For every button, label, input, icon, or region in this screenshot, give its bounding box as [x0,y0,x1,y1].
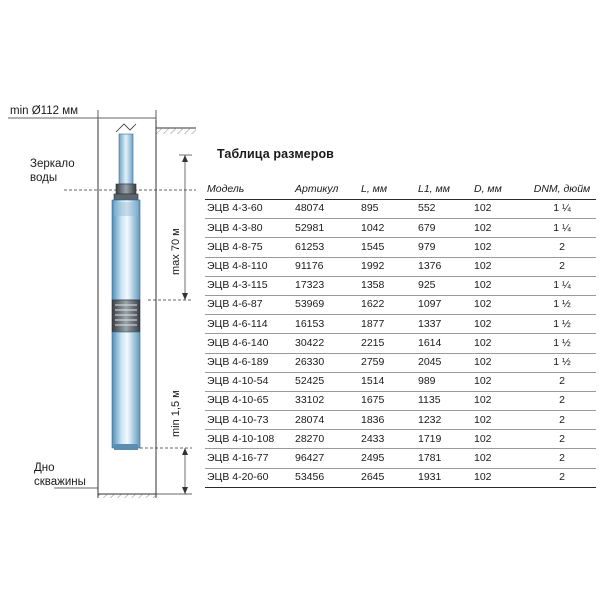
table-row [205,238,596,257]
cell-model: ЭЦВ 4-6-114 [205,315,295,334]
cell-length: 1836 [361,411,418,430]
table-row [205,468,596,487]
cell-length: 2645 [361,468,418,487]
table-row [205,219,596,238]
cell-length1: 1781 [418,449,474,468]
cell-model: ЭЦВ 4-20-60 [205,468,295,487]
cell-dnm: 2 [528,468,596,487]
cell-dnm: 1 ½ [528,315,596,334]
cell-model: ЭЦВ 4-8-110 [205,257,295,276]
cell-diameter: 102 [474,391,528,410]
cell-length: 895 [361,200,418,219]
min-bottom-distance-label: min 1,5 м [170,390,182,437]
cell-length: 1622 [361,295,418,314]
cell-dnm: 2 [528,238,596,257]
header-article: Артикул [295,181,361,200]
header-length: L, мм [361,181,418,200]
cell-diameter: 102 [474,430,528,449]
cell-article: 28074 [295,411,361,430]
cell-length: 1042 [361,219,418,238]
cell-diameter: 102 [474,276,528,295]
table-row [205,411,596,430]
cell-article: 28270 [295,430,361,449]
cell-length1: 679 [418,219,474,238]
dimensions-table [205,181,596,488]
cell-length1: 1097 [418,295,474,314]
cell-article: 26330 [295,353,361,372]
cell-article: 53969 [295,295,361,314]
riser-pipe [119,134,133,184]
cell-length: 1514 [361,372,418,391]
cell-diameter: 102 [474,353,528,372]
table-row [205,276,596,295]
cell-model: ЭЦВ 4-6-87 [205,295,295,314]
well-bottom-label-line1: Дно [34,462,55,474]
cell-length: 2759 [361,353,418,372]
cell-length1: 2045 [418,353,474,372]
cell-dnm: 2 [528,372,596,391]
cell-model: ЭЦВ 4-10-65 [205,391,295,410]
header-dnm: DNM, дюйм [528,181,596,200]
cell-dnm: 2 [528,257,596,276]
table-row [205,391,596,410]
cell-length: 2433 [361,430,418,449]
cell-model: ЭЦВ 4-10-54 [205,372,295,391]
cell-article: 91176 [295,257,361,276]
table-row [205,372,596,391]
cell-dnm: 1 ¼ [528,200,596,219]
table-header-row [205,181,596,200]
cell-length1: 925 [418,276,474,295]
cell-model: ЭЦВ 4-3-60 [205,200,295,219]
table-row [205,315,596,334]
cell-diameter: 102 [474,315,528,334]
cell-length1: 979 [418,238,474,257]
cell-article: 61253 [295,238,361,257]
cell-dnm: 2 [528,430,596,449]
cell-length1: 989 [418,372,474,391]
cell-article: 16153 [295,315,361,334]
cell-article: 52981 [295,219,361,238]
cell-model: ЭЦВ 4-3-80 [205,219,295,238]
cell-length: 2495 [361,449,418,468]
header-model: Модель [205,181,295,200]
cell-model: ЭЦВ 4-16-77 [205,449,295,468]
diameter-label: min Ø112 мм [10,105,79,117]
cell-dnm: 2 [528,411,596,430]
cell-length1: 1135 [418,391,474,410]
cell-dnm: 1 ¼ [528,276,596,295]
cell-length1: 1232 [418,411,474,430]
cell-model: ЭЦВ 4-8-75 [205,238,295,257]
max-depth-label: max 70 м [170,228,182,275]
cell-length: 1545 [361,238,418,257]
cell-length1: 1719 [418,430,474,449]
table-row [205,200,596,219]
cell-diameter: 102 [474,257,528,276]
cell-length1: 552 [418,200,474,219]
cell-dnm: 1 ½ [528,295,596,314]
cell-model: ЭЦВ 4-10-73 [205,411,295,430]
cell-dnm: 1 ½ [528,353,596,372]
cell-article: 53456 [295,468,361,487]
cell-article: 30422 [295,334,361,353]
water-mirror-label-line2: воды [30,172,58,184]
cell-dnm: 1 ½ [528,334,596,353]
cell-model: ЭЦВ 4-6-140 [205,334,295,353]
cell-length1: 1376 [418,257,474,276]
cell-diameter: 102 [474,468,528,487]
cell-article: 52425 [295,372,361,391]
cell-diameter: 102 [474,238,528,257]
cell-length1: 1337 [418,315,474,334]
table-row [205,257,596,276]
cell-length1: 1931 [418,468,474,487]
table-row [205,449,596,468]
header-length1: L1, мм [418,181,474,200]
cell-dnm: 2 [528,391,596,410]
cell-diameter: 102 [474,200,528,219]
cell-dnm: 1 ¼ [528,219,596,238]
cell-diameter: 102 [474,219,528,238]
pump-motor [112,332,140,448]
cell-article: 48074 [295,200,361,219]
cell-article: 96427 [295,449,361,468]
cell-diameter: 102 [474,411,528,430]
table-row [205,353,596,372]
cell-length: 1992 [361,257,418,276]
table-row [205,295,596,314]
water-mirror-label-line1: Зеркало [30,158,75,170]
table-title: Таблица размеров [217,147,334,161]
cell-diameter: 102 [474,295,528,314]
cell-model: ЭЦВ 4-3-115 [205,276,295,295]
cell-diameter: 102 [474,449,528,468]
cell-length1: 1614 [418,334,474,353]
cell-model: ЭЦВ 4-10-108 [205,430,295,449]
cell-article: 33102 [295,391,361,410]
table-row [205,430,596,449]
cell-model: ЭЦВ 4-6-189 [205,353,295,372]
cell-diameter: 102 [474,334,528,353]
well-bottom-label-line2: скважины [34,476,86,488]
cell-length: 1358 [361,276,418,295]
cell-length: 1877 [361,315,418,334]
header-diameter: D, мм [474,181,528,200]
cell-length: 1675 [361,391,418,410]
cell-article: 17323 [295,276,361,295]
cell-length: 2215 [361,334,418,353]
cell-dnm: 2 [528,449,596,468]
cell-diameter: 102 [474,372,528,391]
table-row [205,334,596,353]
